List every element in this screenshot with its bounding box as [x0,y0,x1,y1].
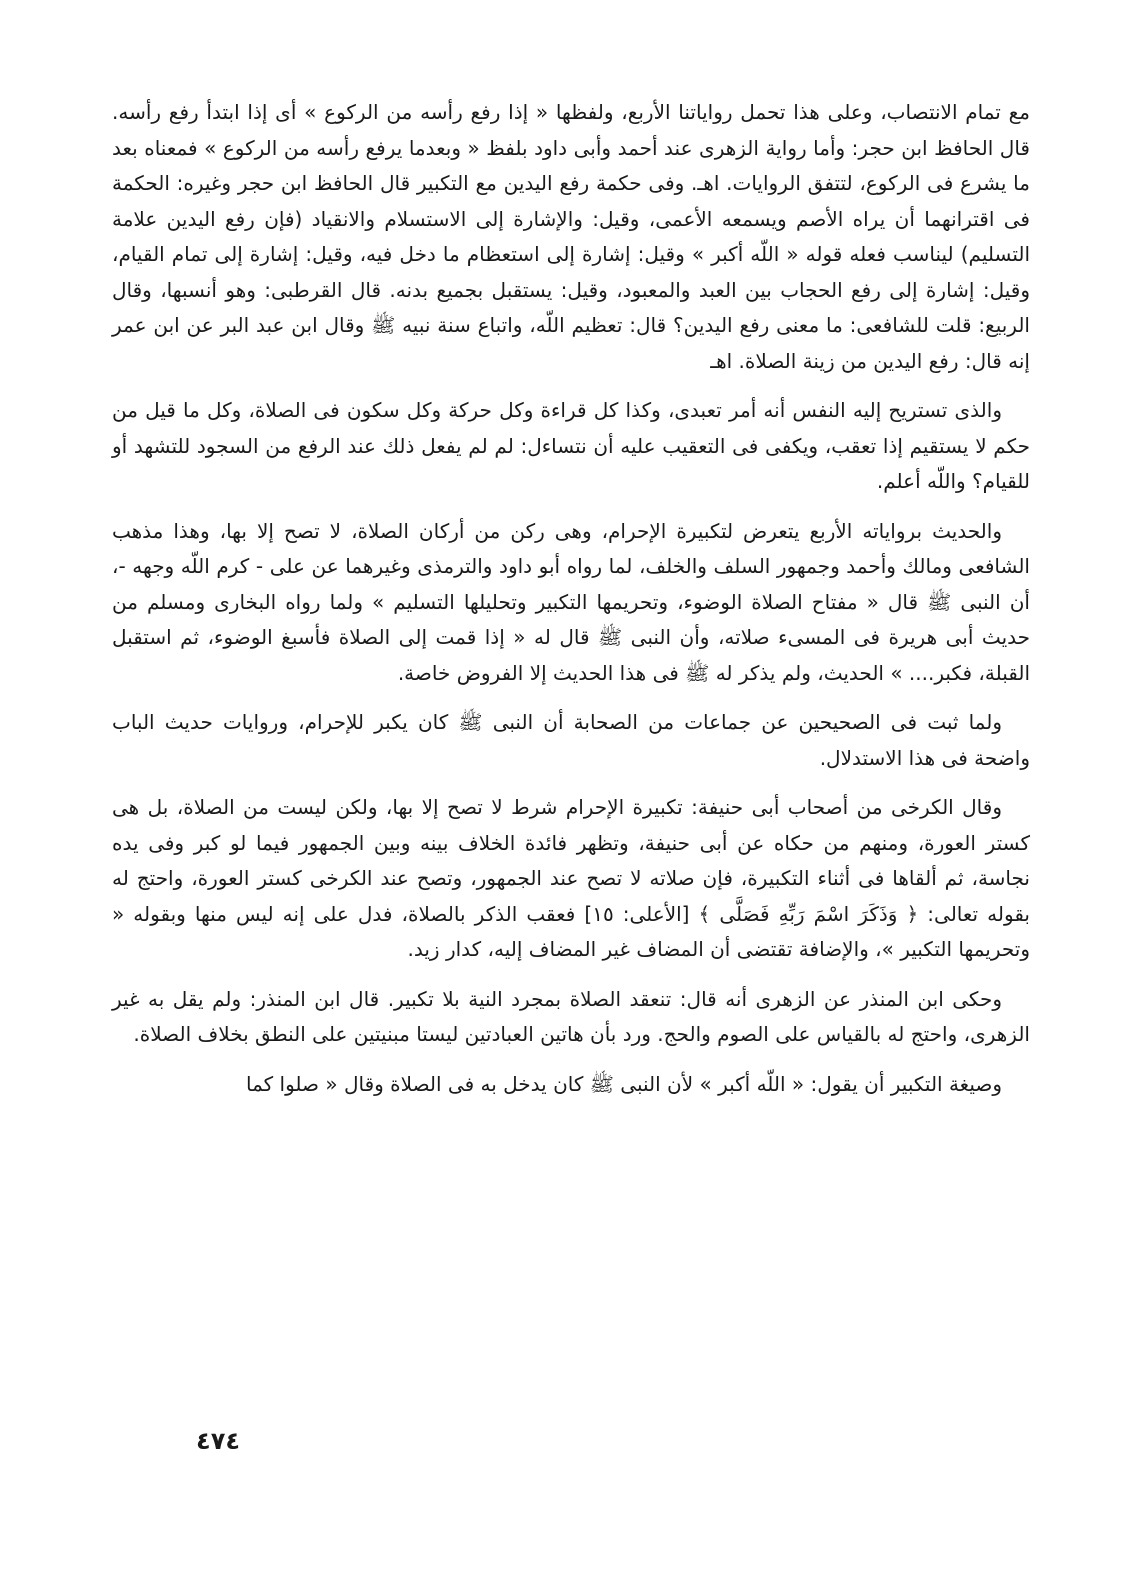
paragraph-2: والذى تستريح إليه النفس أنه أمر تعبدى، وكذا كل قراءة وكل حركة وكل سكون فى الصلاة، وكل ما قيل من حكم لا يستقيم إذا تعقب، ويكفى فى التعقيب عليه أن نتساءل: لم لم يفعل ذلك عند الرفع من السجود للتشهد أو للقيام؟ واللّه أعلم. [112,398,1030,493]
paragraph-7: وصيغة التكبير أن يقول: « اللّه أكبر » لأن النبى ﷺ كان يدخل به فى الصلاة وقال « صلوا كما [245,1071,1002,1096]
page-number: ٤٧٤ [196,1427,240,1455]
paragraph-gap [112,776,1030,790]
paragraph-5: وقال الكرخى من أصحاب أبى حنيفة: تكبيرة الإحرام شرط لا تصح إلا بها، ولكن ليست من الصلاة، بل هى كستر العورة، ومنهم من حكاه عن أبى حنيفة، وتظهر فائدة الخلاف بينه وبين الجمهور فيما لو كبر وفى يده نجاسة، ثم ألقاها فى أثناء التكبيرة، فإن صلاته لا تصح عند الجمهور، وتصح عند الكرخى كستر العورة، واحتج له بقوله تعالى: ﴿ وَذَكَرَ اسْمَ رَبِّهِ فَصَلَّى ﴾ [الأعلى: ١٥] فعقب الذكر بالصلاة، فدل على إنه ليس منها وبقوله « وتحريمها التكبير »، والإضافة تقتضى أن المضاف غير المضاف إليه، كدار زيد. [112,795,1030,961]
paragraph-6: وحكى ابن المنذر عن الزهرى أنه قال: تنعقد الصلاة بمجرد النية بلا تكبير. قال ابن المنذر: ولم يقل به غير الزهرى، واحتج له بالقياس على الصوم والحج. ورد بأن هاتين العبادتين ليستا مبنيتين على النطق بخلاف الصلاة. [112,986,1030,1046]
paragraph-gap [112,691,1030,705]
paragraph-1: مع تمام الانتصاب، وعلى هذا تحمل رواياتنا الأربع، ولفظها « إذا رفع رأسه من الركوع » أى إذا ابتدأ رفع رأسه. قال الحافظ ابن حجر: وأما رواية الزهرى عند أحمد وأبى داود بلفظ « وبعدما يرفع رأسه من الركوع » فمعناه بعد ما يشرع فى الركوع، لتتفق الروايات. اهـ. وفى حكمة رفع اليدين مع التكبير قال الحافظ ابن حجر وغيره: الحكمة فى اقترانهما أن يراه الأصم ويسمعه الأعمى، وقيل: والإشارة إلى الاستسلام والانقياد (فإن رفع اليدين علامة التسليم) ليناسب فعله قوله « اللّه أكبر » وقيل: إشارة إلى استعظام ما دخل فيه، وقيل: إشارة إلى تمام القيام، وقيل: إشارة إلى رفع الحجاب بين العبد والمعبود، وقيل: يستقبل بجميع بدنه. قال القرطبى: وهو أنسبها، وقال الربيع: قلت للشافعى: ما معنى رفع اليدين؟ قال: تعظيم اللّه، واتباع سنة نبيه ﷺ وقال ابن عبد البر عن ابن عمر إنه قال: رفع اليدين من زينة الصلاة. اهـ [112,100,1030,373]
paragraph-gap [112,500,1030,514]
paragraph-3: والحديث برواياته الأربع يتعرض لتكبيرة الإحرام، وهى ركن من أركان الصلاة، لا تصح إلا بها، وهذا مذهب الشافعى ومالك وأحمد وجمهور السلف والخلف، لما رواه أبو داود والترمذى وغيرهما عن على - كرم اللّه وجهه -، أن النبى ﷺ قال « مفتاح الصلاة الوضوء، وتحريمها التكبير وتحليلها التسليم » ولما رواه البخارى ومسلم من حديث أبى هريرة فى المسىء صلاته، وأن النبى ﷺ قال له « إذا قمت إلى الصلاة فأسبغ الوضوء، ثم استقبل القبلة، فكبر.... » الحديث، ولم يذكر له ﷺ فى هذا الحديث إلا الفروض خاصة. [112,518,1030,685]
page-body [112,95,1030,1102]
paragraph-gap [112,968,1030,982]
paragraph-gap [112,1053,1030,1067]
paragraph-gap [112,379,1030,393]
paragraph-4: ولما ثبت فى الصحيحين عن جماعات من الصحابة أن النبى ﷺ كان يكبر للإحرام، وروايات حديث الباب واضحة فى هذا الاستدلال. [112,710,1030,770]
